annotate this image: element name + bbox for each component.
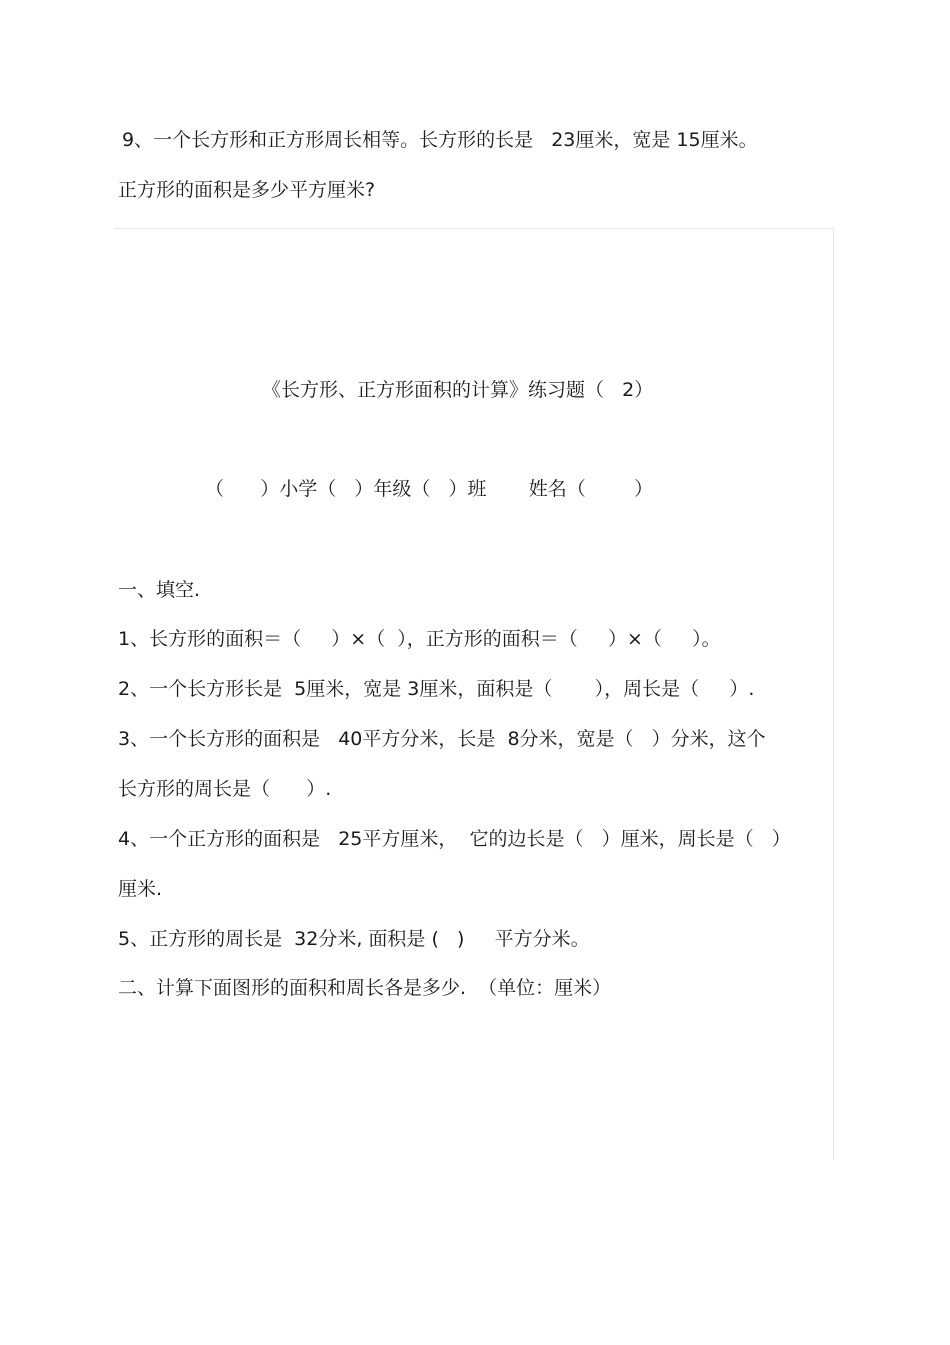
question-3-line-2: 长方形的周长是（ ）. [118,778,332,800]
question-5: 5、正方形的周长是 32分米, 面积是 ( ) 平方分米。 [118,928,590,950]
previous-question-line-1: 9、一个长方形和正方形周长相等。长方形的长是 23厘米，宽是 15厘米。 [122,129,758,151]
worksheet-frame-right-border [833,228,834,1160]
section-2-heading: 二、计算下面图形的面积和周长各是多少. （单位：厘米） [118,977,612,999]
question-3-line-1: 3、一个长方形的面积是 40平方分米，长是 8分米，宽是（ ）分米，这个 [118,728,766,750]
question-1: 1、长方形的面积＝（ ）×（ ），正方形的面积＝（ ）×（ ）。 [118,628,721,650]
question-2: 2、一个长方形长是 5厘米，宽是 3厘米，面积是（ ），周长是（ ）. [118,678,755,700]
question-4-line-2: 厘米. [118,878,163,900]
worksheet-title: 《长方形、正方形面积的计算》练习题（ 2） [262,379,654,401]
question-4-line-1: 4、一个正方形的面积是 25平方厘米， 它的边长是（ ）厘米，周长是（ ） [118,828,791,850]
student-info-line: （ ）小学（ ）年级（ ）班 姓名（ ） [205,478,654,500]
previous-question-line-2: 正方形的面积是多少平方厘米? [118,179,376,201]
worksheet-frame-top-border [114,228,834,229]
section-1-heading: 一、填空. [118,579,201,601]
